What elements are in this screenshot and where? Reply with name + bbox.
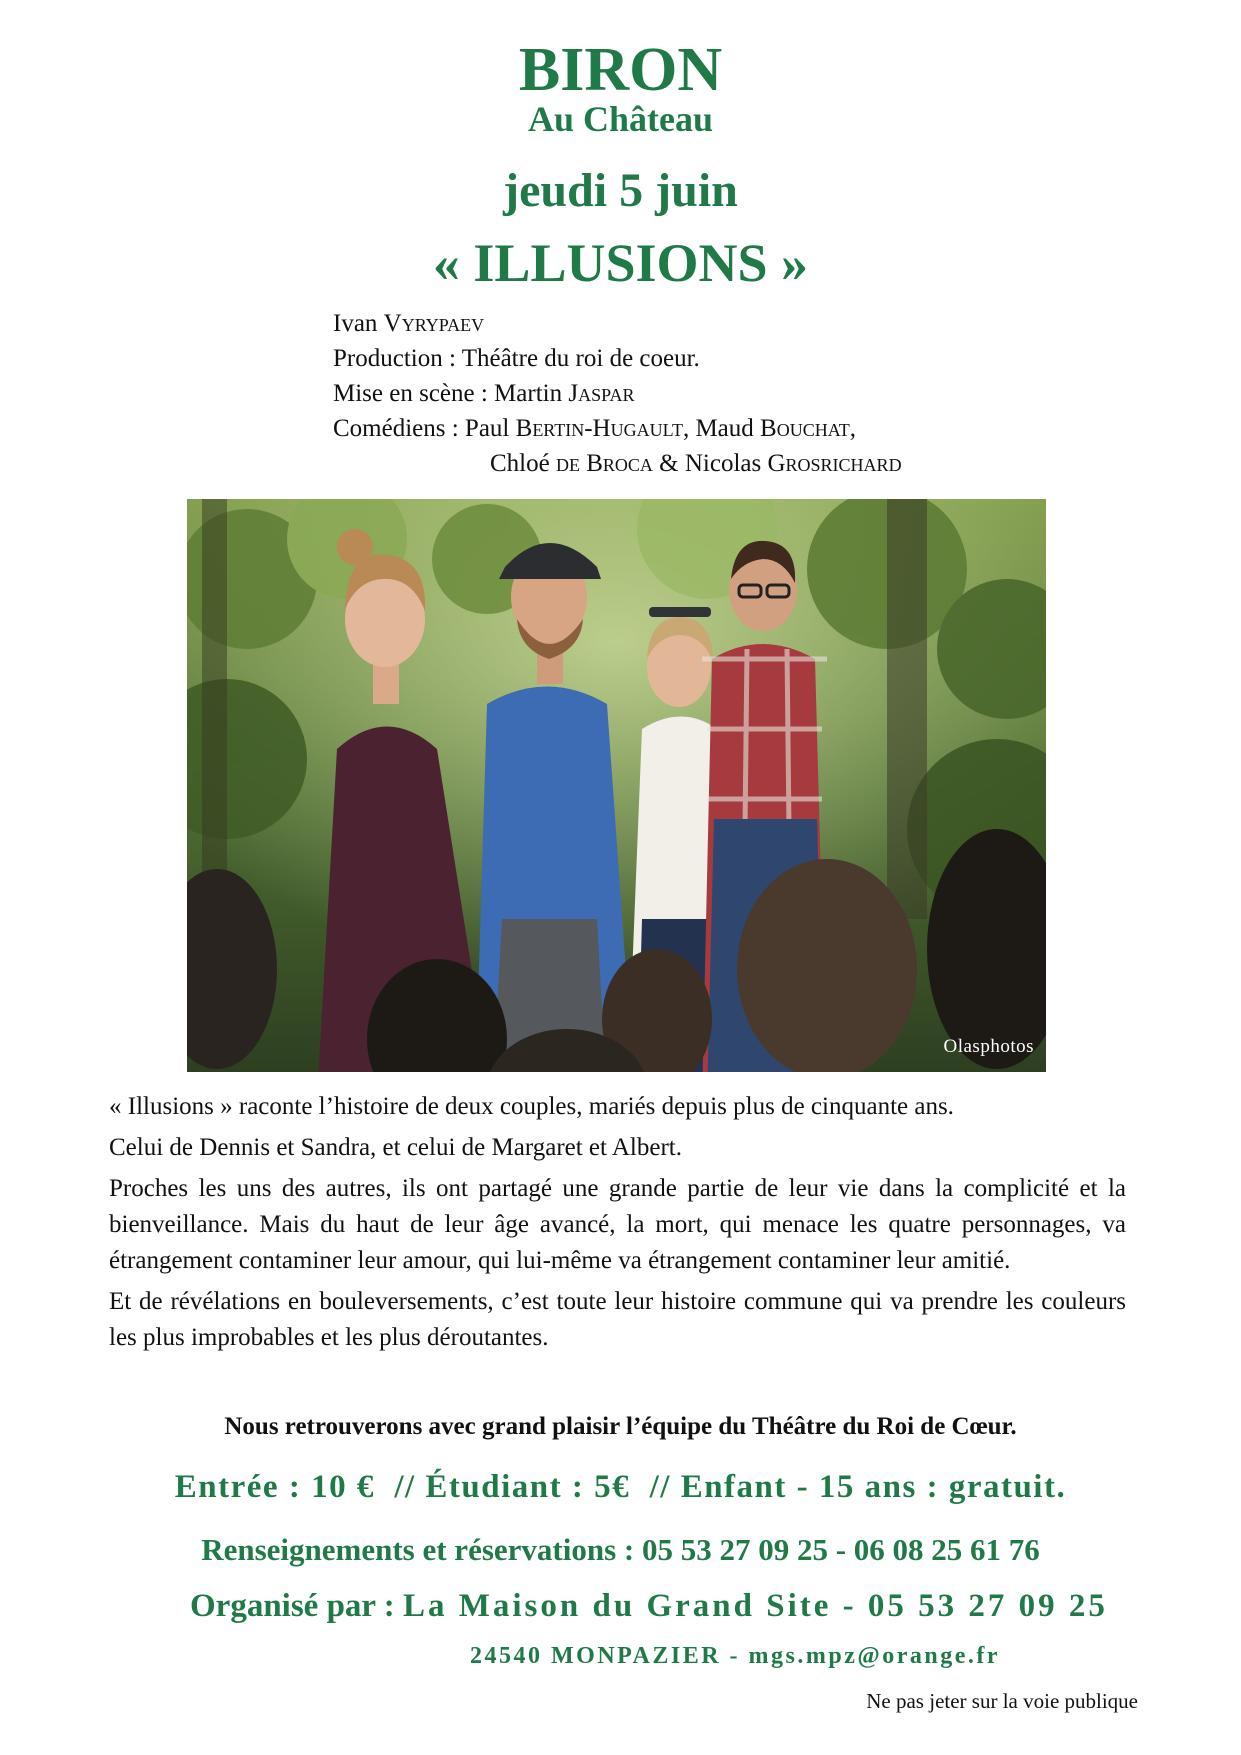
reservation-info: Renseignements et réservations : 05 53 27 09 25 - 06 08 25 61 76 <box>201 1532 1040 1567</box>
organiser-address: 24540 MONPAZIER - mgs.mpz@orange.fr <box>470 1643 1000 1669</box>
author-first-name: Ivan <box>333 310 384 337</box>
credits-block <box>333 306 902 481</box>
organiser-line <box>190 1584 1108 1628</box>
cast-1-last-name: Bertin-Hugault <box>515 415 683 442</box>
show-title: « ILLUSIONS » <box>432 233 809 293</box>
photo-credit: Olasphotos <box>943 1036 1034 1057</box>
cast-sep-1: , Maud <box>682 415 761 442</box>
venue-name: Au Château <box>527 99 714 139</box>
ticket-prices: Entrée : 10 € // Étudiant : 5€ // Enfant - 15 ans : gratuit. <box>174 1469 1067 1505</box>
cast-photo <box>187 499 1046 1072</box>
cast-4-last-name: Grosrichard <box>767 450 902 477</box>
synopsis-paragraph-4: Et de révélations en bouleversements, c’est toute leur histoire commune qui va prendre les couleurs les plus improbables et les plus déroutantes. <box>109 1288 1126 1351</box>
director-last-name: Jaspar <box>568 380 635 407</box>
direction-label: Mise en scène : Martin <box>333 380 569 407</box>
cast-sep-3: & Nicolas <box>652 450 768 477</box>
author-line <box>333 306 902 341</box>
cast-3-last-name: de Broca <box>555 450 653 477</box>
organiser-label: Organisé par : <box>190 1588 403 1624</box>
author-last-name: Vyrypaev <box>383 310 485 337</box>
poster-title: BIRON <box>518 36 723 104</box>
synopsis-paragraph-1: « Illusions » raconte l’histoire de deux couples, mariés depuis plus de cinquante ans. <box>109 1093 954 1120</box>
cast-photo-illustration <box>187 499 1046 1072</box>
cast-line-2 <box>333 446 902 481</box>
event-date: jeudi 5 juin <box>503 164 738 217</box>
cast-line-1 <box>333 411 902 446</box>
production-line: Production : Théâtre du roi de coeur. <box>333 345 700 372</box>
closing-statement: Nous retrouverons avec grand plaisir l’équipe du Théâtre du Roi de Cœur. <box>224 1413 1017 1440</box>
cast-2-last-name: Bouchat <box>760 415 850 442</box>
organiser-value: La Maison du Grand Site - 05 53 27 09 25 <box>402 1588 1108 1624</box>
synopsis <box>109 1089 1126 1361</box>
cast-3-first-name: Chloé <box>490 450 556 477</box>
synopsis-paragraph-2: Celui de Dennis et Sandra, et celui de Margaret et Albert. <box>109 1134 682 1161</box>
cast-label: Comédiens : Paul <box>333 415 516 442</box>
footer-notice: Ne pas jeter sur la voie publique <box>866 1689 1138 1713</box>
cast-sep-2: , <box>849 415 856 442</box>
synopsis-paragraph-3: Proches les uns des autres, ils ont partagé une grande partie de leur vie dans la complicité et la bienveillance. Mais du haut de leur âge avancé, la mort, qui menace les quatre personnages, va étrangement contaminer leur amour, qui lui-même va étrangement contaminer leur amitié. <box>109 1175 1126 1274</box>
direction-line <box>333 376 902 411</box>
